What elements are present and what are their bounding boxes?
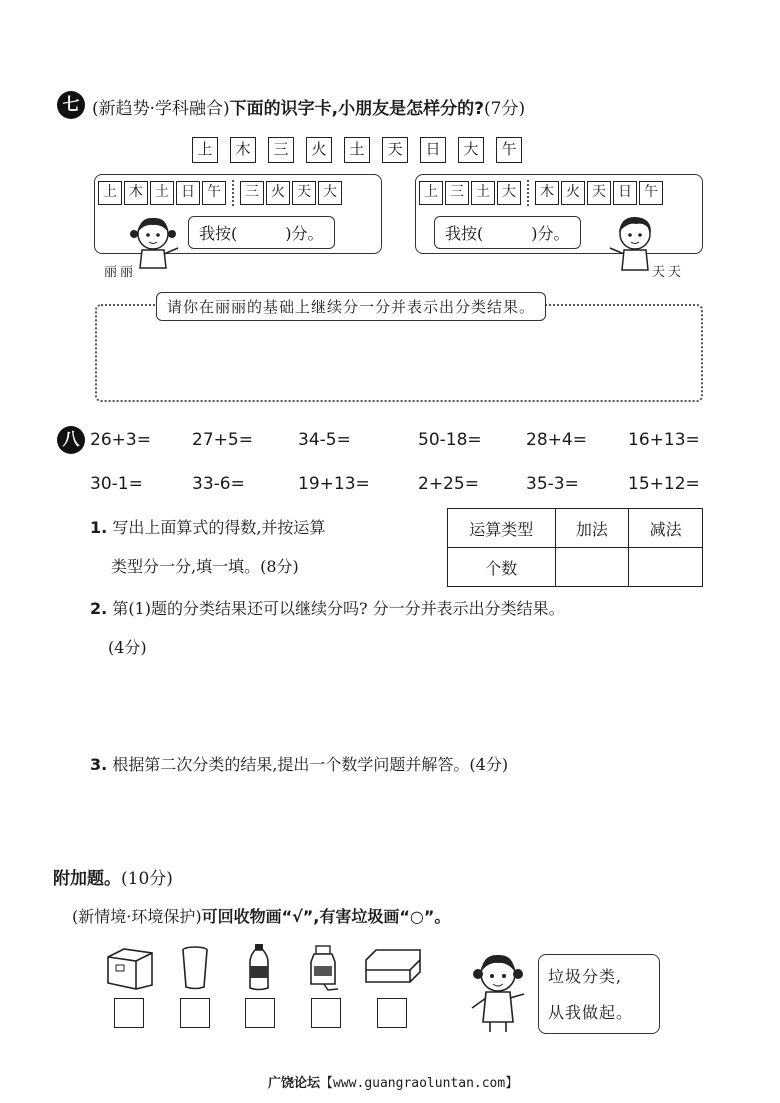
tiantian-card: 土 xyxy=(471,181,495,205)
section-number-badge: 七 xyxy=(57,91,85,119)
tiantian-card: 三 xyxy=(445,181,469,205)
lili-card: 大 xyxy=(318,181,342,205)
footer-url[interactable]: 【www.guangraoluntan.com】 xyxy=(320,1076,519,1091)
footer-site-name: 广饶论坛 xyxy=(268,1076,321,1091)
bonus-instruction-text: 可回收物画“√”,有害垃圾画“○”。 xyxy=(201,907,451,926)
group-divider xyxy=(232,180,234,206)
operation-type-table xyxy=(447,508,703,587)
lili-card: 木 xyxy=(124,181,148,205)
lili-name: 丽丽 xyxy=(104,265,137,280)
tiantian-card: 午 xyxy=(639,181,663,205)
bonus-tag: (新情境·环境保护) xyxy=(72,907,202,926)
expression: 34-5= xyxy=(298,430,351,450)
word-card: 三 xyxy=(268,137,294,163)
speech-line-1: 垃圾分类, xyxy=(548,967,623,986)
question-3 xyxy=(90,752,508,775)
expression: 50-18= xyxy=(418,430,482,450)
cardboard-box-icon xyxy=(104,945,156,991)
subtraction-count-cell[interactable] xyxy=(629,548,703,587)
word-card: 天 xyxy=(382,137,408,163)
word-cards-row xyxy=(192,137,522,163)
section7-question: 下面的识字卡,小朋友是怎样分的? xyxy=(229,99,484,119)
table-header: 运算类型 xyxy=(448,509,556,548)
question-2-line-1 xyxy=(90,596,565,619)
word-card: 日 xyxy=(420,137,446,163)
paper-cup-icon xyxy=(180,945,210,991)
answer-box[interactable] xyxy=(311,998,341,1028)
expression: 28+4= xyxy=(526,430,587,450)
table-header: 加法 xyxy=(555,509,629,548)
word-card: 木 xyxy=(230,137,256,163)
food-box-icon xyxy=(362,946,424,986)
addition-count-cell[interactable] xyxy=(555,548,629,587)
speech-line-2: 从我做起。 xyxy=(548,1003,634,1022)
expression: 2+25= xyxy=(418,474,479,494)
answer-box[interactable] xyxy=(245,998,275,1028)
section-number-badge: 八 xyxy=(57,426,85,454)
expression: 30-1= xyxy=(90,474,143,494)
lili-card: 土 xyxy=(150,181,174,205)
word-card: 大 xyxy=(458,137,484,163)
word-card: 土 xyxy=(344,137,370,163)
word-card: 午 xyxy=(496,137,522,163)
tiantian-card: 日 xyxy=(613,181,637,205)
tiantian-card: 大 xyxy=(497,181,521,205)
expression: 27+5= xyxy=(192,430,253,450)
tiantian-card: 上 xyxy=(419,181,443,205)
lili-speech: 我按( )分。 xyxy=(188,216,335,249)
lili-card: 上 xyxy=(98,181,122,205)
tiantian-name: 天天 xyxy=(652,265,685,280)
lili-card: 火 xyxy=(266,181,290,205)
question-text: 根据第二次分类的结果,提出一个数学问题并解答。(4分) xyxy=(112,755,509,774)
expression: 35-3= xyxy=(526,474,579,494)
answer-box[interactable] xyxy=(114,998,144,1028)
expression: 19+13= xyxy=(298,474,370,494)
question-2-line-2: (4分) xyxy=(108,638,147,657)
bonus-points: (10分) xyxy=(121,869,173,889)
tiantian-speech: 我按( )分。 xyxy=(434,216,581,249)
table-header: 减法 xyxy=(629,509,703,548)
lili-card: 三 xyxy=(240,181,264,205)
question-1-line-2: 类型分一分,填一填。(8分) xyxy=(111,557,299,576)
tiantian-groups xyxy=(419,180,663,206)
lili-groups xyxy=(98,180,342,206)
bonus-instruction xyxy=(72,904,450,927)
bottle-icon xyxy=(247,942,271,992)
medicine-bottle-icon xyxy=(304,942,344,992)
girl-icon xyxy=(466,948,530,1034)
lili-card: 天 xyxy=(292,181,316,205)
table-row-label: 个数 xyxy=(448,548,556,587)
question-number: 2. xyxy=(90,599,108,618)
expression: 33-6= xyxy=(192,474,245,494)
question-text: 写出上面算式的得数,并按运算 xyxy=(112,518,326,537)
tiantian-card: 天 xyxy=(587,181,611,205)
question-number: 1. xyxy=(90,518,108,537)
question-text: 第(1)题的分类结果还可以继续分吗? 分一分并表示出分类结果。 xyxy=(112,599,565,618)
lili-card: 日 xyxy=(176,181,200,205)
classification-prompt: 请你在丽丽的基础上继续分一分并表示出分类结果。 xyxy=(156,292,546,321)
expression: 26+3= xyxy=(90,430,151,450)
bonus-title xyxy=(53,864,173,889)
question-1-line-1 xyxy=(90,515,325,538)
tiantian-card: 木 xyxy=(535,181,559,205)
expression: 16+13= xyxy=(628,430,700,450)
tiantian-card: 火 xyxy=(561,181,585,205)
bonus-label: 附加题。 xyxy=(53,869,121,889)
section7-title xyxy=(92,94,525,119)
section7-tag: (新趋势·学科融合) xyxy=(92,99,230,119)
section7-points: (7分) xyxy=(484,99,526,119)
word-card: 火 xyxy=(306,137,332,163)
answer-box[interactable] xyxy=(180,998,210,1028)
question-number: 3. xyxy=(90,755,108,774)
group-divider xyxy=(527,180,529,206)
word-card: 上 xyxy=(192,137,218,163)
footer xyxy=(268,1072,518,1091)
answer-box[interactable] xyxy=(377,998,407,1028)
expression: 15+12= xyxy=(628,474,700,494)
lili-card: 午 xyxy=(202,181,226,205)
